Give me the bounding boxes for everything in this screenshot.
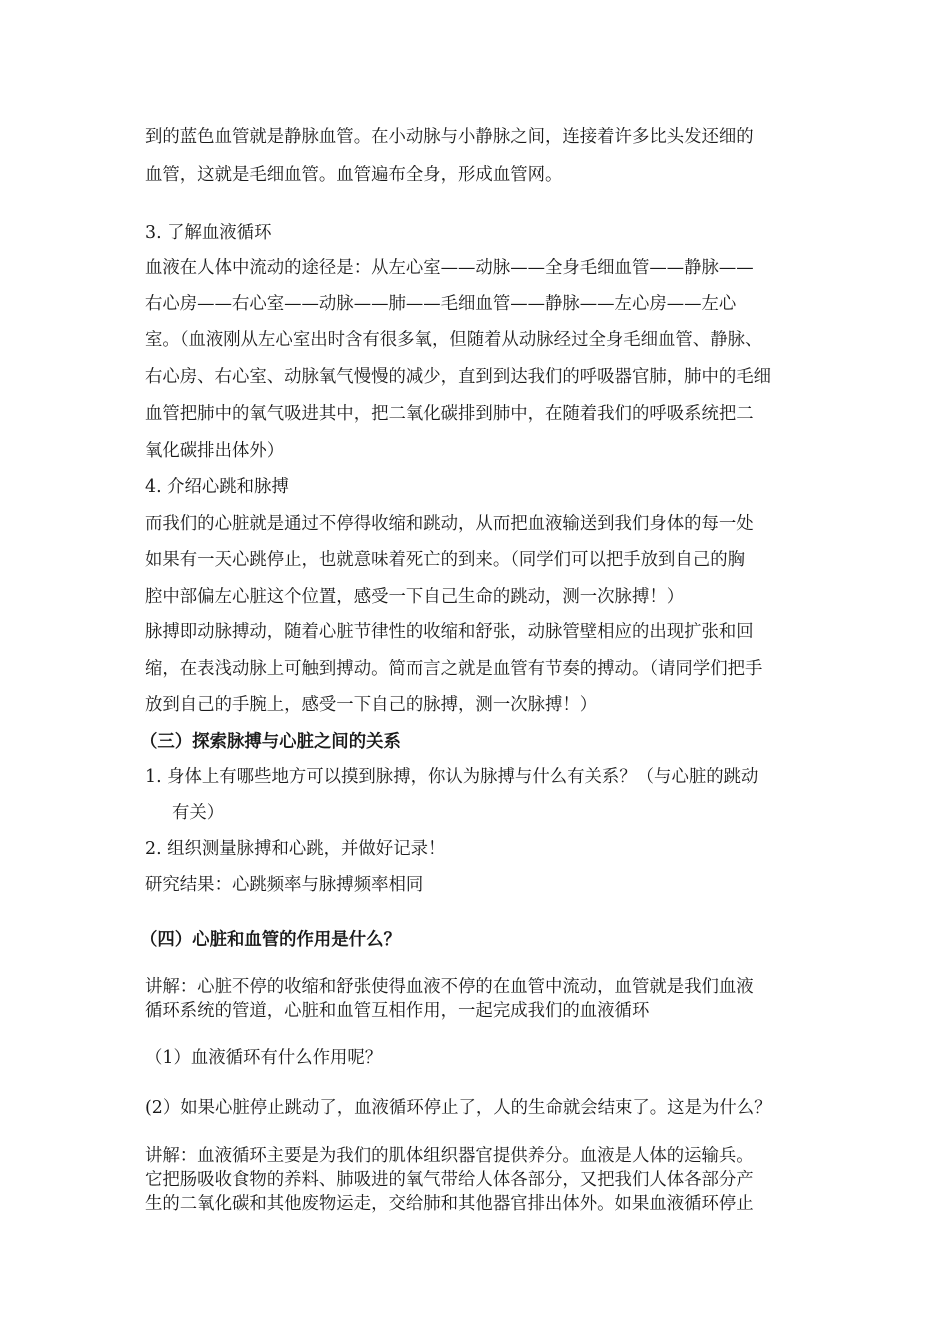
question-line: (2）如果心脏停止跳动了，血液循环停止了，人的生命就会结束了。这是为什么？ xyxy=(145,1098,772,1118)
paragraph-line: 脉搏即动脉搏动，随着心脏节律性的收缩和舒张，动脉管壁相应的出现扩张和回 xyxy=(145,622,754,642)
paragraph-line: 讲解：心脏不停的收缩和舒张使得血液不停的在血管中流动，血管就是我们血液 xyxy=(145,977,754,997)
list-item-continuation: 有关） xyxy=(172,803,225,823)
paragraph-line: 循环系统的管道，心脏和血管互相作用，一起完成我们的血液循环 xyxy=(145,1001,650,1021)
paragraph-line: 放到自己的手腕上，感受一下自己的脉搏，测一次脉搏！） xyxy=(145,695,598,715)
list-item: 1. 身体上有哪些地方可以摸到脉搏，你认为脉搏与什么有关系？（与心脏的跳动 xyxy=(145,767,759,787)
paragraph-line: 右心房——右心室——动脉——肺——毛细血管——静脉——左心房——左心 xyxy=(145,294,737,314)
list-item: 2. 组织测量脉搏和心跳，并做好记录！ xyxy=(145,839,446,859)
paragraph-line: 右心房、右心室、动脉氧气慢慢的减少，直到到达我们的呼吸器官肺，肺中的毛细 xyxy=(145,367,772,387)
paragraph-line: 血管，这就是毛细血管。血管遍布全身，形成血管网。 xyxy=(145,165,563,185)
section-heading: （三）探索脉搏与心脏之间的关系 xyxy=(140,732,401,752)
question-line: （1）血液循环有什么作用呢？ xyxy=(145,1048,383,1068)
paragraph-line: 室。（血液刚从左心室出时含有很多氧，但随着从动脉经过全身毛细血管、静脉、 xyxy=(145,330,763,350)
result-line: 研究结果：心跳频率与脉搏频率相同 xyxy=(145,875,424,895)
paragraph-line: 氧化碳排出体外） xyxy=(145,441,285,461)
paragraph-line: 血管把肺中的氧气吸进其中，把二氧化碳排到肺中，在随着我们的呼吸系统把二 xyxy=(145,404,754,424)
list-item-heading: 4. 介绍心跳和脉搏 xyxy=(145,477,289,497)
paragraph-line: 生的二氧化碳和其他废物运走，交给肺和其他器官排出体外。如果血液循环停止 xyxy=(145,1194,754,1214)
list-item-heading: 3. 了解血液循环 xyxy=(145,223,272,243)
paragraph-line: 血液在人体中流动的途径是：从左心室——动脉——全身毛细血管——静脉—— xyxy=(145,258,754,278)
paragraph-line: 而我们的心脏就是通过不停得收缩和跳动，从而把血液输送到我们身体的每一处 xyxy=(145,514,754,534)
paragraph-line: 如果有一天心跳停止，也就意味着死亡的到来。（同学们可以把手放到自己的胸 xyxy=(145,550,745,570)
paragraph-line: 到的蓝色血管就是静脉血管。在小动脉与小静脉之间，连接着许多比头发还细的 xyxy=(145,127,754,147)
paragraph-line: 腔中部偏左心脏这个位置，感受一下自己生命的跳动，测一次脉搏！） xyxy=(145,587,685,607)
paragraph-line: 它把肠吸收食物的养料、肺吸进的氧气带给人体各部分，又把我们人体各部分产 xyxy=(145,1170,754,1190)
section-heading: （四）心脏和血管的作用是什么？ xyxy=(140,930,401,950)
paragraph-line: 讲解：血液循环主要是为我们的肌体组织器官提供养分。血液是人体的运输兵。 xyxy=(145,1146,754,1166)
paragraph-line: 缩，在表浅动脉上可触到搏动。简而言之就是血管有节奏的搏动。（请同学们把手 xyxy=(145,659,763,679)
